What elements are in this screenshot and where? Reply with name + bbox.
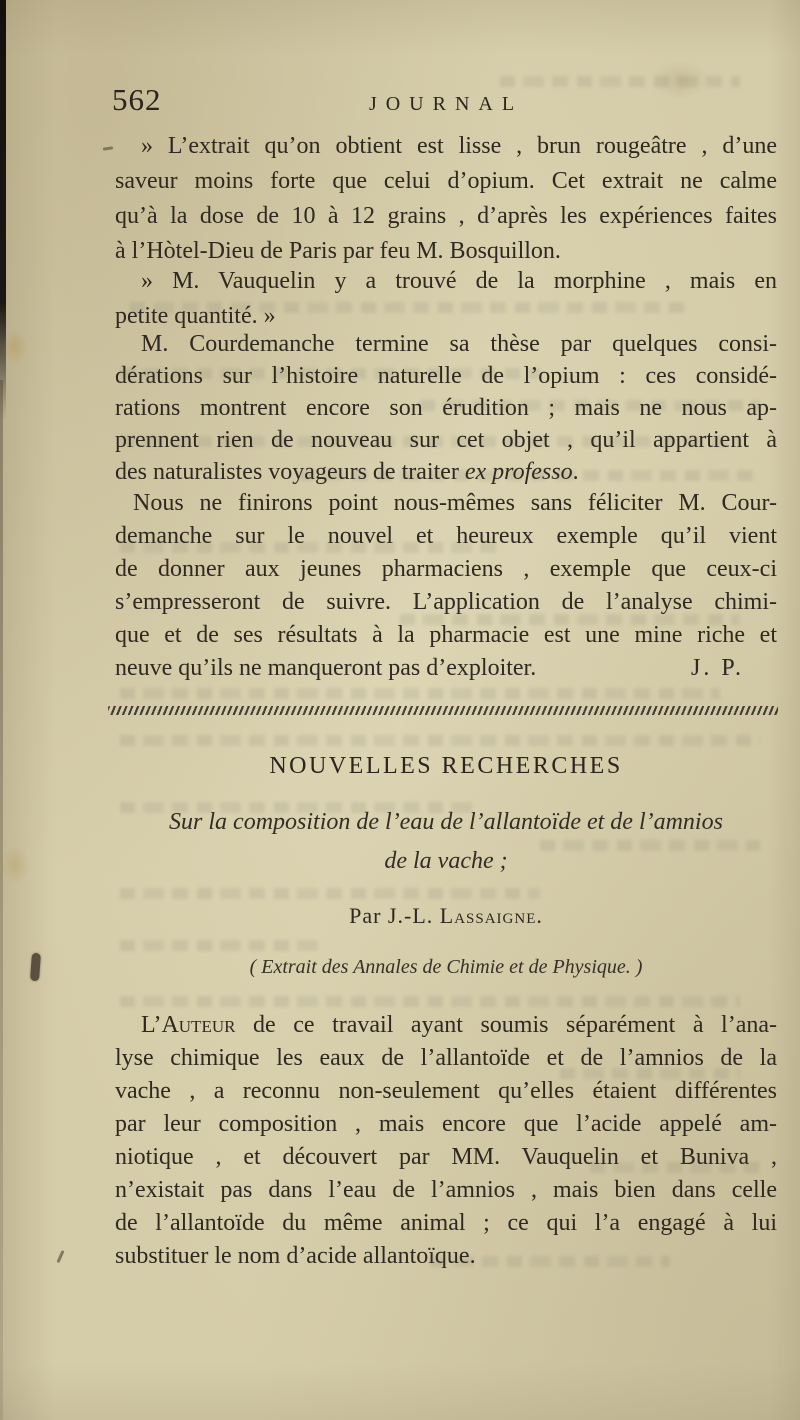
text-line: s’empresseront de suivre. L’application de l’analyse chimi- [115, 589, 777, 615]
running-head: JOURNAL [368, 93, 524, 115]
text-line: prennent rien de nouveau sur cet objet , qu’il appartient à [115, 427, 777, 453]
text-line: » L’extrait qu’on obtient est lisse , brun rougeâtre , d’une [141, 133, 777, 159]
text-line: M. Courdemanche termine sa thèse par quelques consi- [141, 331, 777, 357]
text-line: Nous ne finirons point nous-mêmes sans féliciter M. Cour- [133, 490, 777, 516]
text-line: qu’à la dose de 10 à 12 grains , d’après les expériences faites [115, 203, 777, 229]
text-fragment: . [572, 459, 579, 485]
text-line: lyse chimique les eaux de l’allantoïde et de l’amnios de la [115, 1045, 777, 1071]
text-line: n’existait pas dans l’eau de l’amnios , mais bien dans celle [115, 1177, 777, 1203]
text-fragment: neuve qu’ils ne manqueront pas d’exploiter. [115, 655, 537, 681]
text-line: petite quantité. » [115, 303, 276, 329]
text-fragment: des naturalistes voyageurs de traiter [115, 459, 465, 485]
latin-phrase: ex professo [464, 459, 573, 485]
text-line: niotique , et découvert par MM. Vauquelin et Buniva , [115, 1144, 777, 1170]
paper-stain [0, 845, 30, 885]
text-line: que et de ses résultats à la pharmacie est une mine riche et [115, 622, 777, 648]
page-edge-shadow [0, 380, 3, 1420]
source-note: ( Extrait des Annales de Chimie et de Physique. ) [249, 956, 643, 978]
show-through-smudge [120, 996, 740, 1007]
text-line: de donner aux jeunes pharmaciens , exemple que ceux-ci [115, 556, 777, 582]
text-line: rations montrent encore son érudition ; mais ne nous ap- [115, 395, 777, 421]
text-line [115, 652, 777, 685]
ink-mark [56, 1250, 64, 1263]
binding-edge-shadow [0, 0, 6, 420]
page-number: 562 [112, 82, 162, 117]
text-line: de l’allantoïde du même animal ; ce qui l’a engagé à lui [115, 1210, 777, 1236]
text-line: par leur composition , mais encore que l’acide appelé am- [115, 1111, 777, 1137]
article-subtitle-line1: Sur la composition de l’eau de l’allantoïde et de l’amnios [169, 809, 723, 835]
author-name: Lassaigne. [439, 903, 543, 928]
text-line: demanche sur le nouvel et heureux exemple qu’il vient [115, 523, 777, 549]
paragraph-vauquelin [115, 264, 777, 334]
paragraph-courdemanche-these [115, 328, 777, 488]
text-fragment: L’ [141, 1012, 162, 1038]
text-line: dérations sur l’histoire naturelle de l’opium : ces considé- [115, 363, 777, 389]
byline [115, 903, 777, 929]
show-through-smudge [500, 76, 740, 87]
paragraph-extract-quote [115, 129, 777, 269]
text-line: à l’Hòtel-Dieu de Paris par feu M. Bosquillon. [115, 238, 561, 264]
show-through-smudge [120, 940, 320, 951]
text-line: saveur moins forte que celui d’opium. Cet extrait ne calme [115, 168, 777, 194]
text-fragment: de ce travail ayant soumis séparément à l’ana- [235, 1012, 777, 1038]
show-through-smudge [120, 888, 540, 899]
text-line: substituer le nom d’acide allantoïque. [115, 1243, 476, 1269]
paragraph-felicitations [115, 487, 777, 685]
text-line [115, 456, 777, 488]
text-line [115, 1009, 777, 1042]
reviewer-initials: J. P. [691, 655, 745, 681]
byline-prefix: Par J.-L. [349, 903, 440, 928]
show-through-smudge [120, 735, 760, 746]
text-line: vache , a reconnu non-seulement qu’elles étaient différentes [115, 1078, 777, 1104]
article-title: NOUVELLES RECHERCHES [269, 753, 623, 779]
paragraph-lassaigne-abstract [115, 1009, 777, 1273]
article-subtitle-line2: de la vache ; [384, 848, 508, 874]
ornamental-rule [108, 706, 778, 715]
lead-word-smallcaps: Auteur [161, 1012, 236, 1038]
ink-mark [103, 146, 113, 150]
text-line: » M. Vauquelin y a trouvé de la morphine , mais en [141, 268, 777, 294]
show-through-smudge [120, 688, 720, 699]
ink-blot [30, 953, 41, 982]
